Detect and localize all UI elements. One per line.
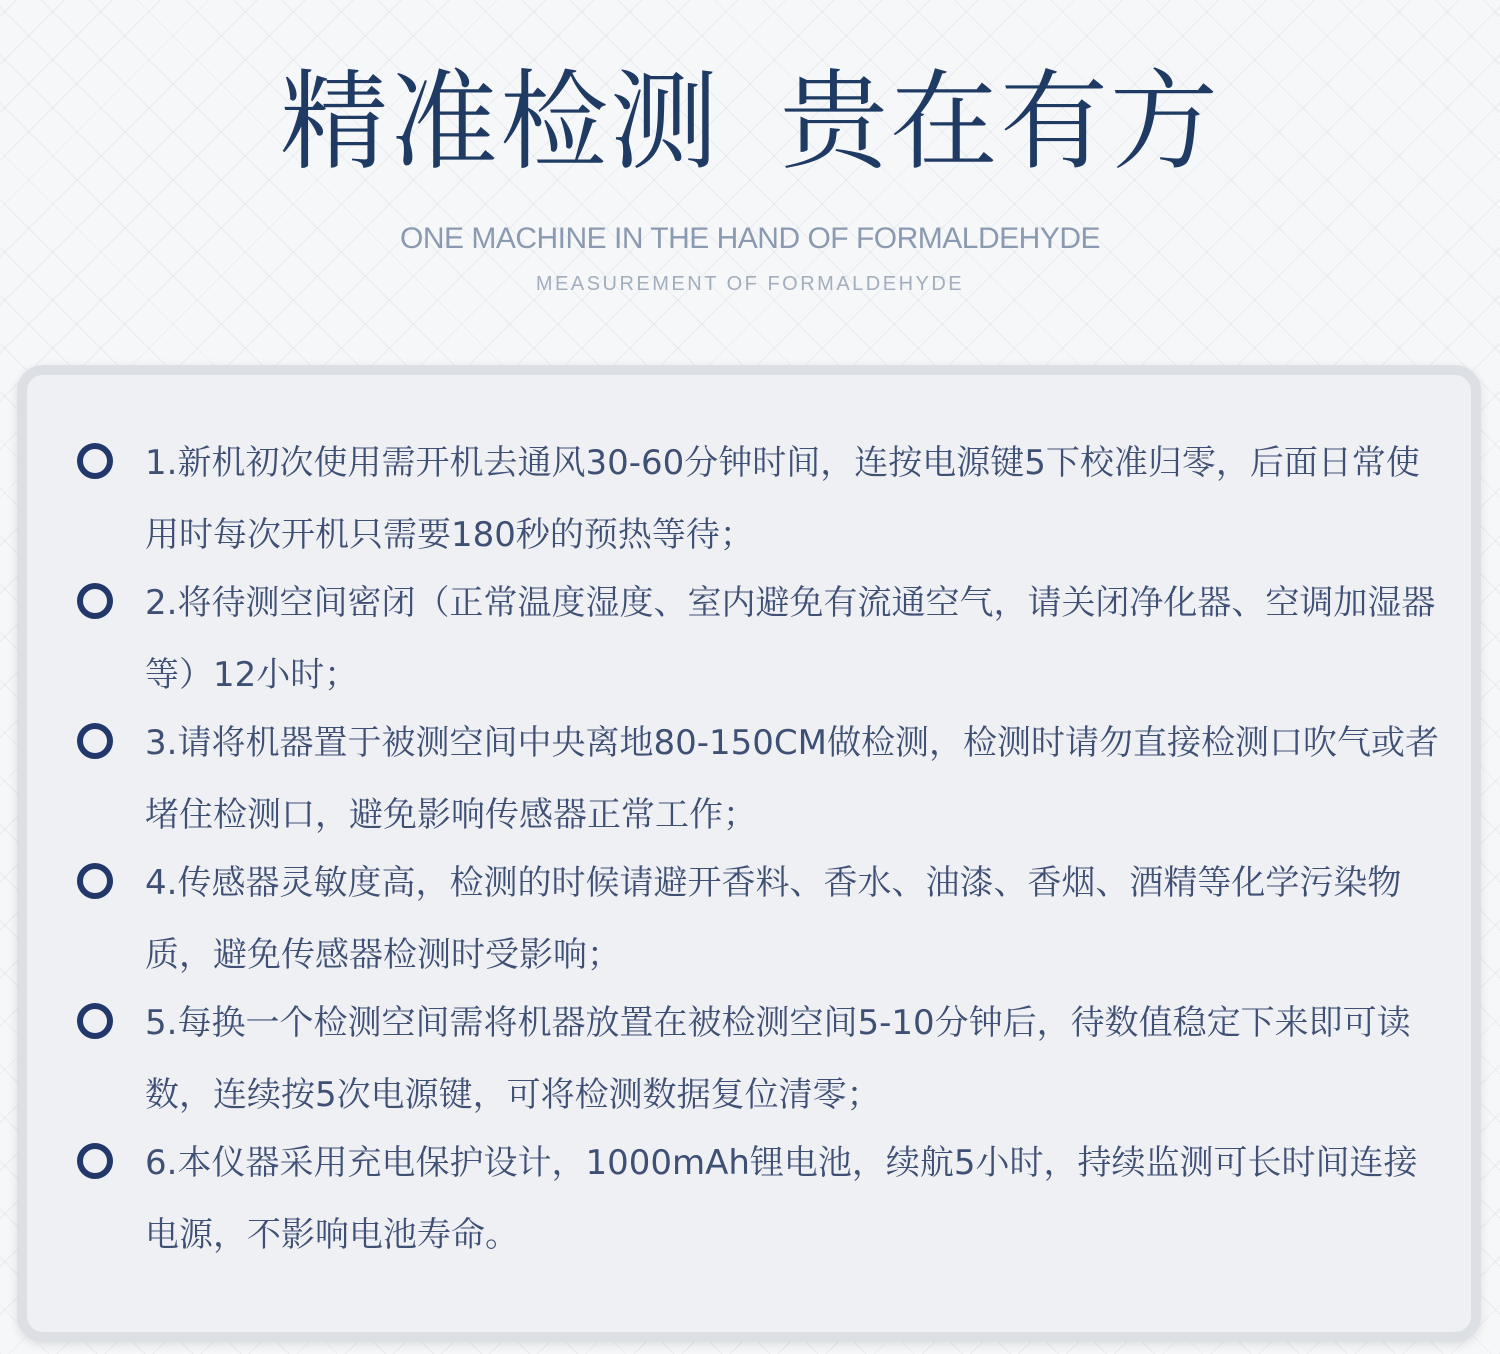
hollow-circle-icon xyxy=(77,723,113,759)
subtitle-line-1: ONE MACHINE IN THE HAND OF FORMALDEHYDE xyxy=(399,222,1101,255)
hollow-circle-icon xyxy=(77,1003,113,1039)
hero-header xyxy=(0,0,1500,350)
title-part-1: 精准检测 xyxy=(279,60,720,185)
list-item xyxy=(27,427,1471,571)
hollow-circle-icon xyxy=(77,583,113,619)
list-item xyxy=(27,987,1471,1131)
list-item xyxy=(27,707,1471,851)
subtitle-line-2: MEASUREMENT OF FORMALDEHYDE xyxy=(535,273,965,295)
hollow-circle-icon xyxy=(77,863,113,899)
hollow-circle-icon xyxy=(77,443,113,479)
instruction-text: 5.每换一个检测空间需将机器放置在被检测空间5-10分钟后，待数值稳定下来即可读数，连续按5次电源键，可将检测数据复位清零； xyxy=(145,1003,1411,1115)
hollow-circle-icon xyxy=(77,1143,113,1179)
instruction-text: 1.新机初次使用需开机去通风30-60分钟时间，连按电源键5下校准归零，后面日常使用时每次开机只需要180秒的预热等待； xyxy=(145,443,1420,555)
instructions-card xyxy=(17,365,1481,1342)
page-title xyxy=(0,58,1500,188)
instruction-text: 6.本仪器采用充电保护设计，1000mAh锂电池，续航5小时，持续监测可长时间连接电源，不影响电池寿命。 xyxy=(145,1143,1418,1255)
instructions-list xyxy=(27,431,1471,1271)
list-item xyxy=(27,567,1471,711)
list-item xyxy=(27,847,1471,991)
instruction-text: 2.将待测空间密闭（正常温度湿度、室内避免有流通空气，请关闭净化器、空调加湿器等）12小时； xyxy=(145,583,1436,695)
list-item xyxy=(27,1127,1471,1271)
instruction-text: 4.传感器灵敏度高，检测的时候请避开香料、香水、油漆、香烟、酒精等化学污染物质，避免传感器检测时受影响； xyxy=(145,863,1402,975)
instruction-text: 3.请将机器置于被测空间中央离地80-150CM做检测，检测时请勿直接检测口吹气或者堵住检测口，避免影响传感器正常工作； xyxy=(145,723,1439,835)
title-part-2: 贵在有方 xyxy=(780,60,1221,185)
